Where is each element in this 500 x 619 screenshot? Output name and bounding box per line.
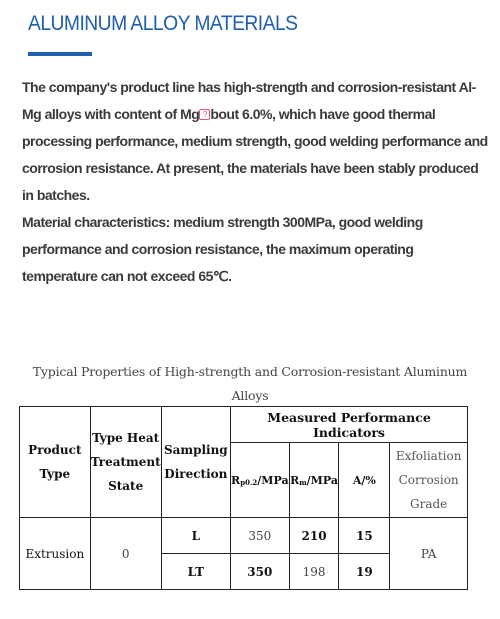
table-caption: Typical Properties of High-strength and Corrosion-resistant Aluminum Alloys — [32, 364, 468, 403]
header-rm-unit: /MPa — [306, 473, 338, 487]
cell-elongation: 19 — [339, 554, 390, 590]
cell-rp02: 350 — [231, 518, 290, 554]
header-rm — [289, 443, 339, 518]
header-rm-main: R — [290, 473, 300, 487]
title-underline — [28, 52, 92, 56]
header-sampling-direction: Sampling Direction — [161, 407, 230, 518]
cell-rm: 198 — [289, 554, 339, 590]
cell-exfoliation: PA — [390, 518, 468, 590]
cell-state: 0 — [90, 518, 161, 590]
cell-rp02: 350 — [231, 554, 290, 590]
cell-product-type: Extrusion — [20, 518, 91, 590]
cell-direction: L — [161, 518, 230, 554]
paragraph-characteristics: Material characteristics: medium strength 300MPa, good welding performance and corrosion resistance, the maximum operating temperature can not exceed 65℃. — [22, 214, 423, 284]
header-product-type: Product Type — [20, 407, 91, 518]
header-measured-indicators: Measured Performance Indicators — [231, 407, 468, 443]
small-square-glyph-icon: ? — [199, 109, 210, 120]
paragraph-product-line — [22, 74, 492, 209]
header-rp02 — [231, 443, 290, 518]
header-rp02-main: R — [231, 473, 241, 487]
cell-direction: LT — [161, 554, 230, 590]
page-title: ALUMINUM ALLOY MATERIALS — [28, 12, 298, 35]
properties-table — [19, 406, 468, 590]
paragraph-1-part-1: The company's product line has high-strength and corrosion-resistant Al-Mg alloys with content of Mg — [22, 79, 476, 122]
cell-rm: 210 — [289, 518, 339, 554]
cell-elongation: 15 — [339, 518, 390, 554]
header-elongation: A/% — [339, 443, 390, 518]
header-exfoliation: Exfoliation Corrosion Grade — [390, 443, 468, 518]
table-row — [20, 518, 468, 554]
header-rm-sub: m — [299, 477, 307, 487]
header-rp02-unit: /MPa — [257, 473, 289, 487]
header-rp02-sub: p0.2 — [240, 477, 258, 487]
paragraph-1-part-2: bout 6.0%, which have good thermal processing performance, medium strength, good welding performance and corrosion resistance. At present, the materials have been stably produced in batches. — [22, 106, 488, 203]
header-heat-treatment: Type Heat Treatment State — [90, 407, 161, 518]
description-text — [22, 74, 492, 290]
